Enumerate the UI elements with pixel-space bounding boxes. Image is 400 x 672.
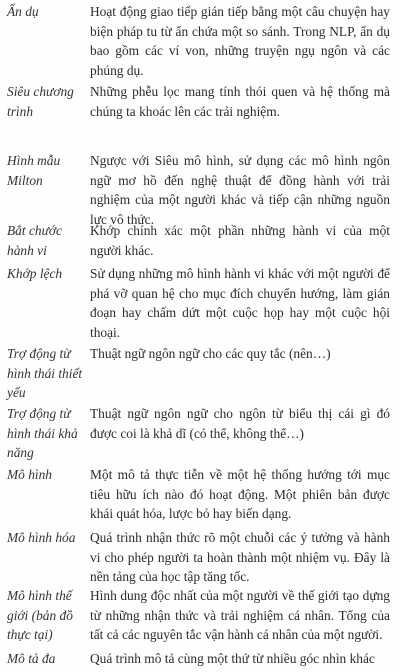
glossary-term: Khớp lệch — [7, 266, 63, 281]
glossary-term: Ẩn dụ — [7, 4, 39, 19]
glossary-term: Mô tả đa — [7, 651, 56, 666]
glossary-definition: Hình dung độc nhất của một người về thế giới tạo dựng từ những nhận thức và trải nghiệm cá nhân. Tổng của tất cả các nguyên tắc vận hành cá nhân của một người. — [90, 588, 390, 642]
glossary-term: Trợ động từ hình thái khả năng — [7, 406, 78, 460]
glossary-term: Bắt chước hành vi — [7, 223, 62, 258]
glossary-term: Mô hình hóa — [7, 530, 76, 545]
glossary-definition: Hoạt động giao tiếp gián tiếp bằng một câu chuyện hay biện pháp tu từ ẩn chứa một so sánh. Trong NLP, ẩn dụ bao gồm các ví von, những truyện ngụ ngôn và các phúng dụ. — [90, 4, 390, 78]
glossary-definition: Quá trình nhận thức rõ một chuỗi các ý tưởng và hành vi cho phép người ta hoàn thành một nhiệm vụ. Đây là nền tảng của học tập tăng tốc. — [90, 530, 390, 584]
glossary-term: Trợ động từ hình thái thiết yếu — [7, 346, 83, 400]
glossary-definition: Khớp chính xác một phần những hành vi của một người khác. — [90, 223, 390, 258]
glossary-definition: Sử dụng những mô hình hành vi khác với một người để phá vỡ quan hệ cho mục đích chuyển hướng, làm gián đoạn hay chấm dứt một cuộc họp hay một cuộc hội thoại. — [90, 266, 390, 340]
glossary-term: Mô hình thế giới (bản đồ thực tại) — [7, 588, 73, 642]
glossary-definition: Những phễu lọc mang tính thói quen và hệ thống mà chúng ta khoác lên các trải nghiệm. — [90, 84, 390, 119]
glossary-definition: Một mô tả thực tiễn về một hệ thống hướng tới mục tiêu hữu ích nào đó hoạt động. Một phiên bản được khái quát hóa, lược bỏ hay biến dạng. — [90, 467, 390, 521]
glossary-term: Hình mẫu Milton — [7, 153, 61, 188]
glossary-term: Siêu chương trình — [7, 84, 74, 119]
glossary-definition: Thuật ngữ ngôn ngữ cho ngôn từ biểu thị cái gì đó được coi là khả dĩ (có thể, không thể…) — [90, 406, 390, 441]
glossary-definition: Quá trình mô tả cùng một thứ từ nhiều góc nhìn khác — [90, 651, 375, 666]
glossary-definition: Ngược với Siêu mô hình, sử dụng các mô hình ngôn ngữ mơ hồ đến nghệ thuật để đồng hành với trải nghiệm của một người khác và tiếp cận những nguồn lực vô thức. — [90, 153, 390, 227]
glossary-term: Mô hình — [7, 467, 53, 482]
glossary-definition: Thuật ngữ ngôn ngữ cho các quy tắc (nên…) — [90, 346, 331, 361]
